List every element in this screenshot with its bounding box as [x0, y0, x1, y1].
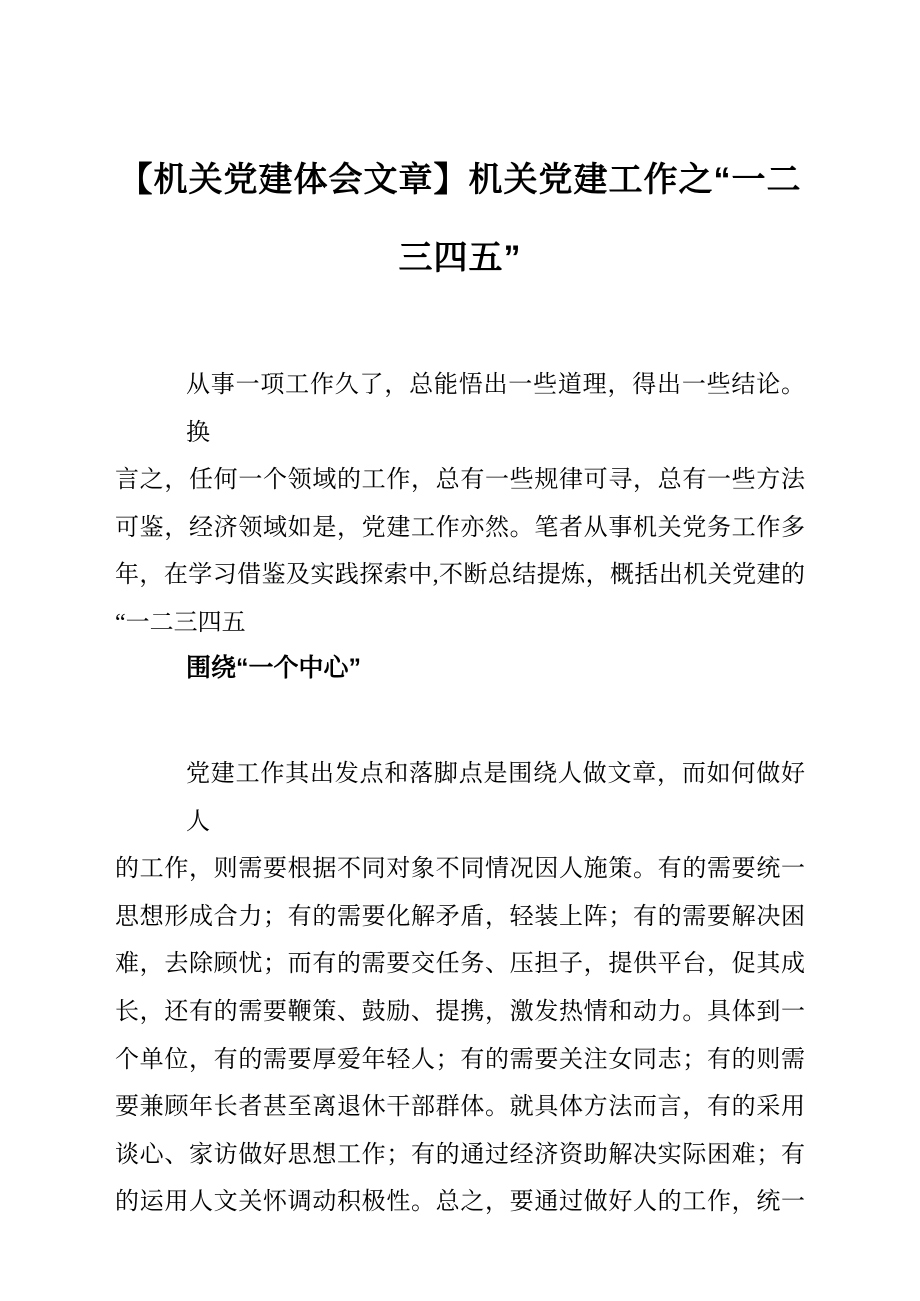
document-title-line-2: 三四五”	[398, 239, 522, 277]
body-line-5: 长，还有的需要鞭策、鼓励、提携，激发热情和动力。具体到一	[115, 998, 805, 1025]
intro-line-2: 言之，任何一个领域的工作，总有一些规律可寻，总有一些方法	[115, 467, 805, 494]
intro-line-3: 可鉴，经济领域如是，党建工作亦然。笔者从事机关党务工作多	[115, 514, 805, 541]
section-heading-one-center: 围绕“一个中心”	[186, 654, 362, 682]
document-title	[115, 141, 805, 297]
body-line-3: 思想形成合力；有的需要化解矛盾，轻装上阵；有的需要解决困	[115, 903, 805, 930]
intro-line-4: 年，在学习借鉴及实践探索中,不断总结提炼，概括出机关党建的	[115, 562, 805, 589]
document-title-line-1: 【机关党建体会文章】机关党建工作之“一二	[118, 161, 802, 199]
body-line-4: 难，去除顾忧；而有的需要交任务、压担子，提供平台，促其成	[115, 951, 805, 978]
body-paragraph	[115, 751, 805, 1227]
body-line-7: 要兼顾年长者甚至离退休干部群体。就具体方法而言，有的采用	[115, 1094, 805, 1121]
body-line-1: 党建工作其出发点和落脚点是围绕人做文章，而如何做好人	[186, 761, 805, 835]
body-line-2: 的工作，则需要根据不同对象不同情况因人施策。有的需要统一	[115, 856, 805, 883]
intro-line-1: 从事一项工作久了，总能悟出一些道理，得出一些结论。换	[186, 372, 805, 446]
body-line-9: 的运用人文关怀调动积极性。总之，要通过做好人的工作，统一	[115, 1189, 805, 1216]
body-line-6: 个单位，有的需要厚爱年轻人；有的需要关注女同志；有的则需	[115, 1046, 805, 1073]
body-line-8: 谈心、家访做好思想工作；有的通过经济资助解决实际困难；有	[115, 1141, 805, 1168]
intro-line-5: “一二三四五	[115, 609, 246, 636]
intro-paragraph	[115, 362, 805, 648]
